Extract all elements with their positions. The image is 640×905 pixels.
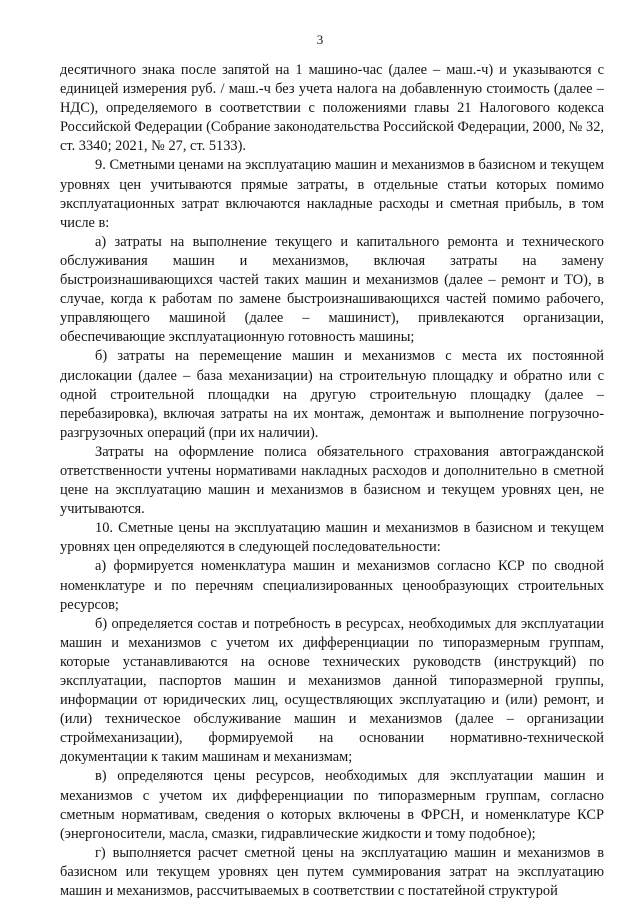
paragraph-10a: а) формируется номенклатура машин и механизмов согласно КСР по сводной номенклатуре и по перечням специализированных ценообразующих строительных ресурсов; xyxy=(60,558,604,613)
paragraph-10v: в) определяются цены ресурсов, необходимых для эксплуатации машин и механизмов с учетом их дифференциации по типоразмерным группам, согласно сметным нормативам, сведения о которых включены в ФРСН, и номенклатуре КСР (энергоносители, масла, смазки, гидравлические жидкости и тому подобное); xyxy=(60,768,604,842)
paragraph-10b: б) определяется состав и потребность в ресурсах, необходимых для эксплуатации машин и механизмов с учетом их дифференциации по типоразмерным группам, которые устанавливаются на основе технических руководств (инструкций) по эксплуатации, паспортов машин и механизмов данной типоразмерной группы, информации от юридических лиц, осуществляющих эксплуатацию и (или) ремонт, и (или) техническое обслуживание машин и механизмов (далее – организации строймеханизации), формируемой на основании нормативно-технической документации к таким машинам и механизмам; xyxy=(60,615,604,766)
paragraph-continuation: десятичного знака после запятой на 1 машино-час (далее – маш.-ч) и указываются с единицей измерения руб. / маш.-ч без учета налога на добавленную стоимость (далее – НДС), определяемого в соответствии с положениями главы 21 Налогового кодекса Российской Федерации (Собрание законодательства Российской Федерации, 2000, № 32, ст. 3340; 2021, № 27, ст. 5133). xyxy=(60,62,604,155)
paragraph-item-10: 10. Сметные цены на эксплуатацию машин и механизмов в базисном и текущем уровнях цен определяются в следующей последовательности: xyxy=(60,520,604,556)
document-body xyxy=(60,61,604,901)
paragraph-9b: б) затраты на перемещение машин и механизмов с места их постоянной дислокации (далее – база механизации) на строительную площадку и обратно или с одной строительной площадки на другую строительную площадку (далее – перебазировка), включая затраты на их монтаж, демонтаж и выполнение погрузочно-разгрузочных операций (при их наличии). xyxy=(60,348,604,441)
paragraph-9a: а) затраты на выполнение текущего и капитального ремонта и технического обслуживания машин и механизмов, включая затраты на замену быстроизнашивающихся частей таких машин и механизмов (далее – ремонт и ТО), в случае, когда к работам по замене быстроизнашивающихся частей помимо рабочего, управляющего машиной (далее – машинист), привлекаются организации, обеспечивающие эксплуатационную готовность машины; xyxy=(60,233,604,346)
paragraph-item-9: 9. Сметными ценами на эксплуатацию машин и механизмов в базисном и текущем уровнях цен учитываются прямые затраты, в отдельные статьи которых помимо эксплуатационных затрат включаются накладные расходы и сметная прибыль, в том числе в: xyxy=(60,157,604,231)
paragraph-insurance-note: Затраты на оформление полиса обязательного страхования автогражданской ответственности учтены нормативами накладных расходов и дополнительно в сметной цене на эксплуатацию машин и механизмов в базисном и текущем уровнях цен, не учитываются. xyxy=(60,443,604,518)
page-number: 3 xyxy=(316,32,324,47)
paragraph-10g: г) выполняется расчет сметной цены на эксплуатацию машин и механизмов в базисном или текущем уровнях цен путем суммирования затрат на эксплуатацию машин и механизмов, рассчитываемых в соответствии с постатейной структурой xyxy=(60,844,604,900)
